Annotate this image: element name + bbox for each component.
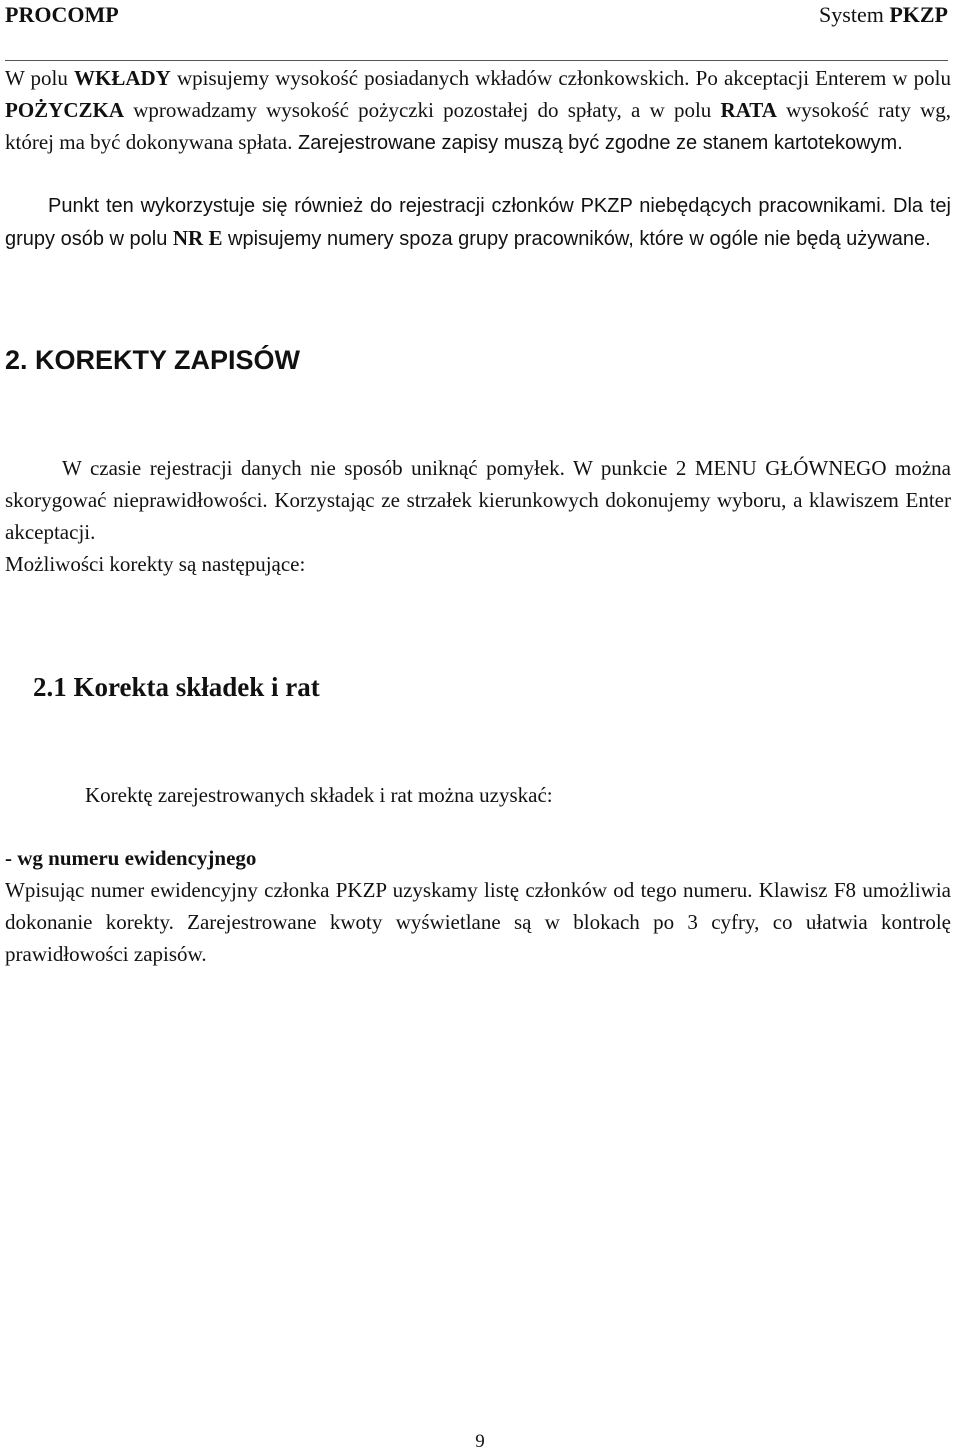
subheading-by-number: - wg numeru ewidencyjnego — [5, 846, 257, 870]
section-2-text: W czasie rejestracji danych nie sposób uniknąć pomyłek. W punkcie 2 MENU GŁÓWNEGO można skorygować nieprawidłowości. Korzystając ze strzałek kierunkowych dokonujemy wyboru, a klawiszem Enter akceptacji. — [5, 456, 951, 544]
intro-text: wpisujemy wysokość posiadanych wkładów członkowskich. Po akceptacji Enterem w polu — [170, 66, 951, 90]
section-2-1-heading: 2.1 Korekta składek i rat — [33, 672, 320, 702]
section-2-1-intro-text: Korektę zarejestrowanych składek i rat można uzyskać: — [85, 783, 553, 807]
intro-text: Punkt ten wykorzystuje się również do rejestracji członków PKZP niebędących pracownikami. Dla tej grupy osób w polu — [5, 195, 951, 250]
header-system-name: PKZP — [889, 2, 948, 27]
page-number: 9 — [475, 1431, 485, 1452]
section-2-options-text: Możliwości korekty są następujące: — [5, 552, 306, 576]
field-name-wklady: WKŁADY — [74, 66, 171, 90]
intro-text: wprowadzamy wysokość pożyczki pozostałej do spłaty, a w polu — [124, 98, 721, 122]
field-name-pozyczka: POŻYCZKA — [5, 98, 125, 122]
section-2-1-body-text: Wpisując numer ewidencyjny członka PKZP uzyskamy listę członków od tego numeru. Klawisz F8 umożliwia dokonanie korekty. Zarejestrowane kwoty wyświetlane są w blokach po 3 cyfry, co ułatwia kontrolę prawidłowości zapisów. — [5, 878, 951, 966]
field-name-rata: RATA — [720, 98, 777, 122]
intro-paragraph-1 — [5, 62, 951, 159]
section-2-paragraph — [5, 452, 951, 548]
intro-text: wysokość raty wg, której ma być dokonywana spłata. — [5, 98, 951, 154]
section-2-1-intro — [85, 779, 945, 811]
page-header — [5, 0, 948, 61]
intro-text: W polu — [5, 66, 74, 90]
header-system — [819, 2, 948, 28]
section-2-options-intro — [5, 548, 951, 580]
intro-text-sans: Zarejestrowane zapisy muszą być zgodne ze stanem kartotekowym. — [292, 132, 903, 154]
header-company: PROCOMP — [5, 2, 119, 27]
intro-text: wpisujemy numery spoza grupy pracowników, które w ogóle nie będą używane. — [222, 228, 931, 250]
field-name-nr-e: NR E — [172, 226, 223, 250]
section-2-1-subheading — [5, 842, 951, 874]
section-2-heading: 2. KOREKTY ZAPISÓW — [5, 345, 301, 375]
intro-paragraph-2 — [5, 190, 951, 255]
section-2-1-body — [5, 874, 951, 970]
header-system-prefix: System — [819, 2, 890, 27]
